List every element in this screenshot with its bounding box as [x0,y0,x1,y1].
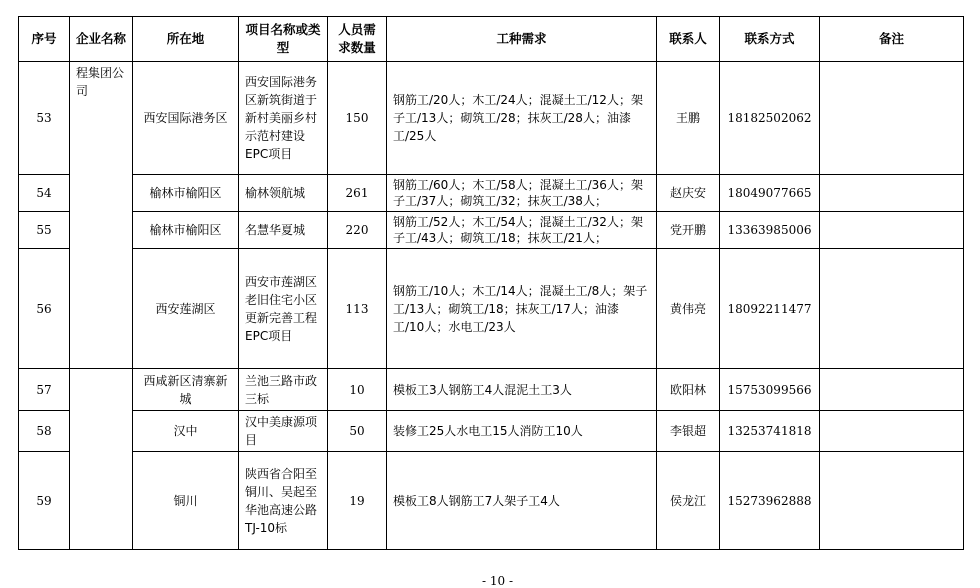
header-notes: 备注 [820,17,964,62]
cell-contact: 黄伟亮 [657,249,720,369]
cell-trades: 模板工3人钢筋工4人混泥土工3人 [387,369,657,411]
cell-contact: 赵庆安 [657,175,720,212]
cell-count: 50 [328,411,387,452]
cell-project: 陕西省合阳至铜川、吴起至华池高速公路TJ-10标 [239,452,328,550]
cell-trades: 钢筋工/60人；木工/58人；混凝土工/36人；架子工/37人；砌筑工/32；抹灰工/38人； [387,175,657,212]
table-row [19,411,964,452]
cell-trades: 钢筋工/10人；木工/14人；混凝土工/8人；架子工/13人；砌筑工/18；抹灰工/17人；油漆工/10人；水电工/23人 [387,249,657,369]
cell-phone: 18092211477 [720,249,820,369]
cell-trades: 钢筋工/20人；木工/24人；混凝土工/12人；架子工/13人；砌筑工/28；抹灰工/28人；油漆工/25人 [387,62,657,175]
cell-notes [820,452,964,550]
cell-project: 汉中美康源项目 [239,411,328,452]
header-seq: 序号 [19,17,70,62]
cell-location: 西咸新区清寨新城 [133,369,239,411]
table-row [19,369,964,411]
cell-location: 西安莲湖区 [133,249,239,369]
cell-phone: 15753099566 [720,369,820,411]
table-row [19,175,964,212]
cell-count: 113 [328,249,387,369]
cell-notes [820,212,964,249]
page-number: - 10 - [482,574,514,588]
cell-count: 220 [328,212,387,249]
cell-location: 汉中 [133,411,239,452]
cell-count: 150 [328,62,387,175]
cell-phone: 13363985006 [720,212,820,249]
cell-seq: 56 [19,249,70,369]
cell-phone: 13253741818 [720,411,820,452]
recruitment-table [18,16,964,550]
cell-contact: 侯龙江 [657,452,720,550]
cell-notes [820,411,964,452]
cell-project: 西安市莲湖区老旧住宅小区更新完善工程EPC项目 [239,249,328,369]
cell-seq: 57 [19,369,70,411]
cell-project: 西安国际港务区新筑街道于新村美丽乡村示范村建设EPC项目 [239,62,328,175]
table-row [19,62,964,175]
cell-contact: 李银超 [657,411,720,452]
header-company: 企业名称 [70,17,133,62]
cell-seq: 55 [19,212,70,249]
header-phone: 联系方式 [720,17,820,62]
table-row [19,452,964,550]
cell-notes [820,249,964,369]
header-trades: 工种需求 [387,17,657,62]
cell-notes [820,369,964,411]
cell-count: 19 [328,452,387,550]
cell-seq: 58 [19,411,70,452]
cell-contact: 党开鹏 [657,212,720,249]
cell-location: 铜川 [133,452,239,550]
cell-seq: 54 [19,175,70,212]
cell-count: 10 [328,369,387,411]
cell-notes [820,175,964,212]
cell-company-empty [70,369,133,550]
cell-contact: 欧阳林 [657,369,720,411]
cell-trades: 钢筋工/52人；木工/54人；混凝土工/32人；架子工/43人；砌筑工/18；抹灰工/21人； [387,212,657,249]
header-location: 所在地 [133,17,239,62]
cell-project: 兰池三路市政三标 [239,369,328,411]
table-row [19,249,964,369]
cell-trades: 模板工8人钢筋工7人架子工4人 [387,452,657,550]
cell-project: 榆林领航城 [239,175,328,212]
cell-project: 名慧华夏城 [239,212,328,249]
header-contact: 联系人 [657,17,720,62]
cell-location: 榆林市榆阳区 [133,212,239,249]
cell-trades: 装修工25人水电工15人消防工10人 [387,411,657,452]
cell-location: 榆林市榆阳区 [133,175,239,212]
cell-phone: 15273962888 [720,452,820,550]
cell-location: 西安国际港务区 [133,62,239,175]
header-project: 项目名称或类型 [239,17,328,62]
cell-count: 261 [328,175,387,212]
header-row [19,17,964,62]
table-row [19,212,964,249]
cell-seq: 59 [19,452,70,550]
cell-notes [820,62,964,175]
cell-phone: 18049077665 [720,175,820,212]
cell-seq: 53 [19,62,70,175]
cell-company: 程集团公司 [70,62,133,369]
header-count: 人员需求数量 [328,17,387,62]
cell-contact: 王鹏 [657,62,720,175]
cell-phone: 18182502062 [720,62,820,175]
